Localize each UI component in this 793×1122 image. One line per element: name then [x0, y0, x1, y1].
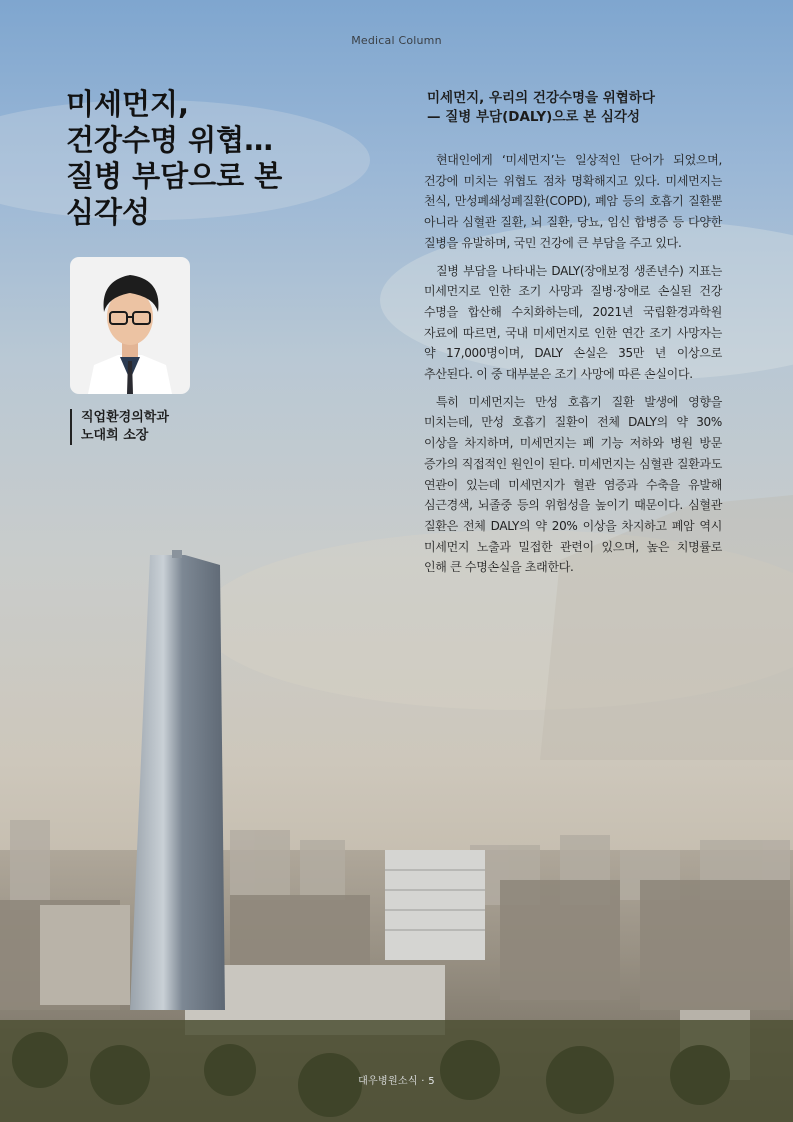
- article-title: [66, 86, 356, 230]
- article-subtitle: [427, 89, 747, 127]
- title-line: 질병 부담으로 본: [66, 159, 283, 193]
- author-name: 노대희 소장: [81, 428, 149, 443]
- body-paragraph: 질병 부담을 나타내는 DALY(장애보정 생존년수) 지표는 미세먼지로 인한 조기 사망과 질병·장애로 손실된 건강 수명을 합산해 수치화하는데, 2021년 국립환경과학원 자료에 따르면, 국내 미세먼지로 인한 연간 조기 사망자는 약 17,000명이며, DALY 손실은 35만 년 이상으로 추산된다. 이 중 대부분은 조기 사망에 따른 손실이다.: [424, 263, 722, 382]
- subtitle-line-2: — 질병 부담(DALY)으로 본 심각성: [427, 109, 640, 125]
- subtitle-line-1: 미세먼지, 우리의 건강수명을 위협하다: [427, 90, 655, 106]
- author-photo: [70, 257, 190, 394]
- author-department: 직업환경의학과: [81, 410, 169, 425]
- title-line: 심각성: [66, 195, 151, 229]
- title-line: 건강수명 위협…: [66, 123, 274, 157]
- body-paragraph: 특히 미세먼지는 만성 호흡기 질환 발생에 영향을 미치는데, 만성 호흡기 질환이 전체 DALY의 약 30% 이상을 차지하며, 미세먼지는 폐 기능 저하와 병원 방문 증가의 직접적인 원인이 된다. 미세먼지는 심혈관 질환과도 연관이 있는데 미세먼지가 혈관 염증과 수축을 유발해 심근경색, 뇌졸중 등의 위험성을 높이기 때문이다. 심혈관 질환은 전체 DALY의 약 20% 이상을 차지하고 폐암 역시 미세먼지 노출과 밀접한 관련이 있으며, 높은 치명률로 인해 큰 수명손실을 초래한다.: [424, 394, 722, 575]
- title-line: 미세먼지,: [66, 87, 190, 121]
- body-paragraph: 현대인에게 ‘미세먼지’는 일상적인 단어가 되었으며, 건강에 미치는 위협도 점차 명확해지고 있다. 미세먼지는 천식, 만성폐쇄성폐질환(COPD), 폐암 등의 호흡기 질환뿐 아니라 심혈관 질환, 뇌 질환, 당뇨, 임신 합병증 등 다양한 질병을 유발하며, 국민 건강에 큰 부담을 주고 있다.: [424, 153, 722, 250]
- section-label: Medical Column: [351, 34, 442, 47]
- page-footer: 대우병원소식 · 5: [358, 1076, 435, 1087]
- article-body: [424, 150, 722, 585]
- author-byline: [70, 409, 169, 445]
